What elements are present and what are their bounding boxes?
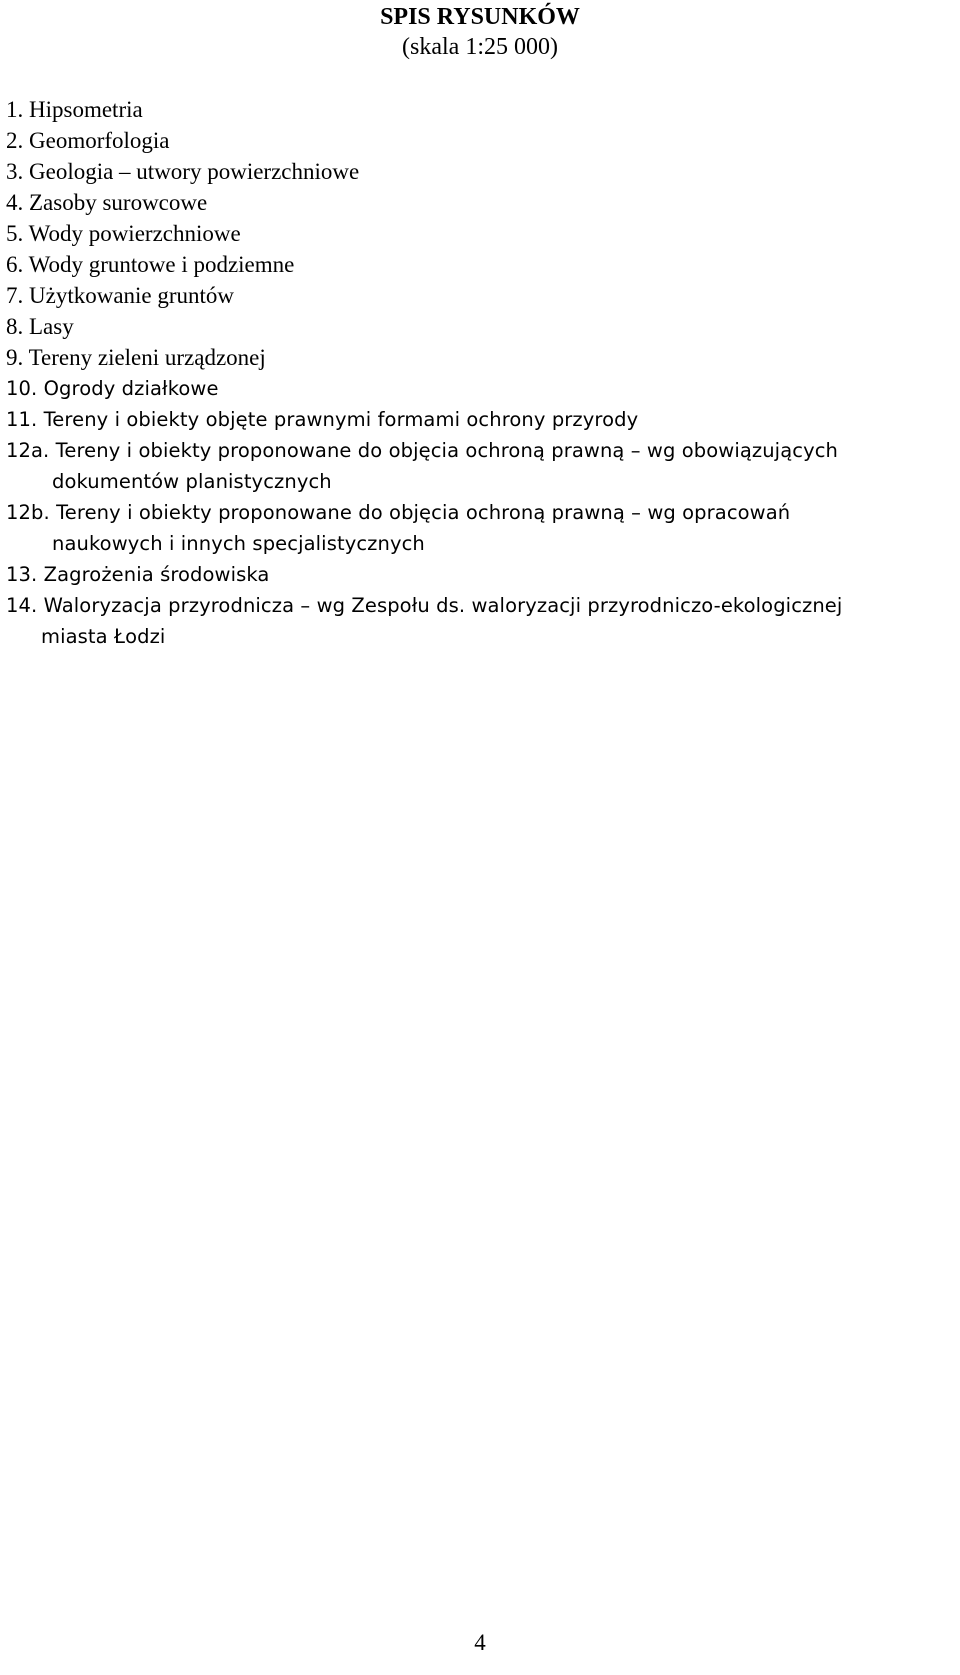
list-item: [6, 125, 956, 156]
list-item-text: 9. Tereny zieleni urządzonej: [6, 345, 266, 370]
list-item-text: 4. Zasoby surowcowe: [6, 190, 208, 215]
list-item: [6, 94, 956, 125]
list-item-continuation: naukowych i innych specjalistycznych: [52, 532, 425, 555]
list-item-text: 7. Użytkowanie gruntów: [6, 283, 235, 308]
figure-list: [6, 94, 956, 652]
list-item-text: 12a. Tereny i obiekty proponowane do objęcia ochroną prawną – wg obowiązujących: [6, 439, 838, 462]
list-item: [6, 218, 956, 249]
list-item-text: 5. Wody powierzchniowe: [6, 221, 241, 246]
list-item: [6, 156, 956, 187]
list-item-text: 8. Lasy: [6, 314, 74, 339]
list-item-continuation: dokumentów planistycznych: [52, 470, 332, 493]
list-item-text: 10. Ogrody działkowe: [6, 377, 219, 400]
list-item-text: 6. Wody gruntowe i podziemne: [6, 252, 295, 277]
list-item: [6, 404, 956, 435]
list-item: [6, 311, 956, 342]
page-title: SPIS RYSUNKÓW: [380, 4, 580, 30]
list-item-text: 1. Hipsometria: [6, 97, 143, 122]
list-item-text: 13. Zagrożenia środowiska: [6, 563, 270, 586]
page-number: 4: [474, 1630, 486, 1655]
list-item: [6, 249, 956, 280]
list-item-text: 11. Tereny i obiekty objęte prawnymi formami ochrony przyrody: [6, 408, 639, 431]
list-item-continuation: miasta Łodzi: [41, 625, 166, 648]
list-item: [6, 373, 956, 404]
list-item: [6, 342, 956, 373]
list-item: [6, 187, 956, 218]
list-item-text: 3. Geologia – utwory powierzchniowe: [6, 159, 360, 184]
list-item: [6, 280, 956, 311]
list-item: [6, 435, 956, 497]
list-item-text: 14. Waloryzacja przyrodnicza – wg Zespołu ds. waloryzacji przyrodniczo-ekologicznej: [6, 594, 843, 617]
list-item: [6, 590, 956, 652]
list-item: [6, 497, 956, 559]
page-subtitle: (skala 1:25 000): [402, 34, 558, 60]
list-item-text: 12b. Tereny i obiekty proponowane do objęcia ochroną prawną – wg opracowań: [6, 501, 791, 524]
list-item-text: 2. Geomorfologia: [6, 128, 170, 153]
list-item: [6, 559, 956, 590]
